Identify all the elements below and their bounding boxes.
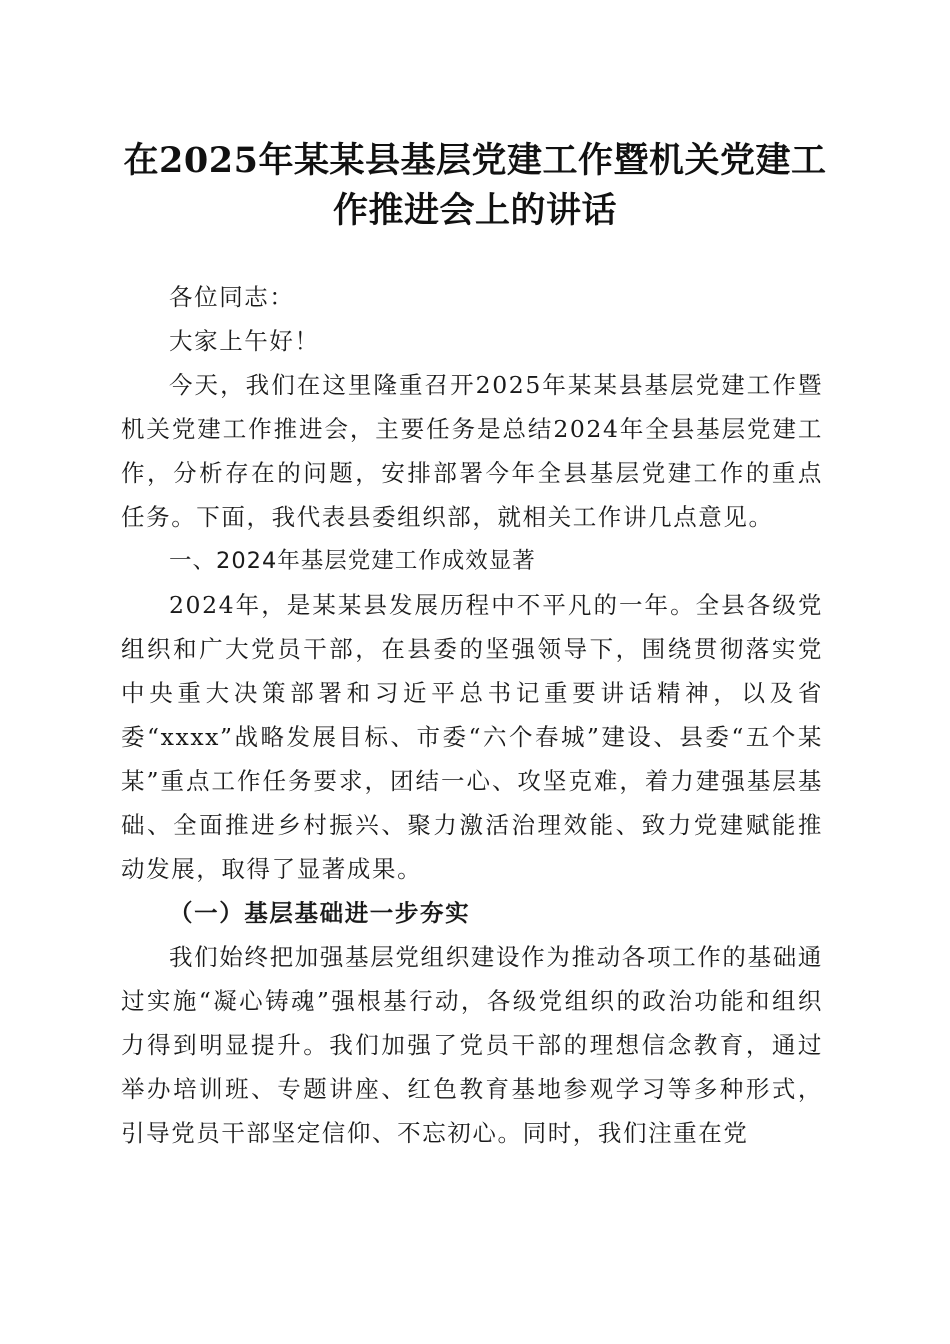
document-title: 在2025年某某县基层党建工作暨机关党建工作推进会上的讲话 xyxy=(123,140,827,231)
subsection-heading-1: （一）基层基础进一步夯实 xyxy=(169,899,471,927)
greeting-line-1: 各位同志： xyxy=(169,283,295,311)
document-body xyxy=(121,275,823,1155)
section-1-paragraph: 2024年，是某某县发展历程中不平凡的一年。全县各级党组织和广大党员干部，在县委的坚强领导下，围绕贯彻落实党中央重大决策部署和习近平总书记重要讲话精神，以及省委“xxxx”战略发展目标、市委“六个春城”建设、县委“五个某某”重点工作任务要求，团结一心、攻坚克难，着力建强基层基础、全面推进乡村振兴、聚力激活治理效能、致力党建赋能推动发展，取得了显著成果。 xyxy=(121,591,823,883)
intro-paragraph: 今天，我们在这里隆重召开2025年某某县基层党建工作暨机关党建工作推进会，主要任务是总结2024年全县基层党建工作，分析存在的问题，安排部署今年全县基层党建工作的重点任务。下面，我代表县委组织部，就相关工作讲几点意见。 xyxy=(121,371,823,531)
section-heading-1: 一、2024年基层党建工作成效显著 xyxy=(169,548,536,574)
greeting-line-2: 大家上午好！ xyxy=(169,327,320,355)
subsection-1-paragraph: 我们始终把加强基层党组织建设作为推动各项工作的基础通过实施“凝心铸魂”强根基行动，各级党组织的政治功能和组织力得到明显提升。我们加强了党员干部的理想信念教育，通过举办培训班、专题讲座、红色教育基地参观学习等多种形式，引导党员干部坚定信仰、不忘初心。同时，我们注重在党 xyxy=(121,943,823,1147)
